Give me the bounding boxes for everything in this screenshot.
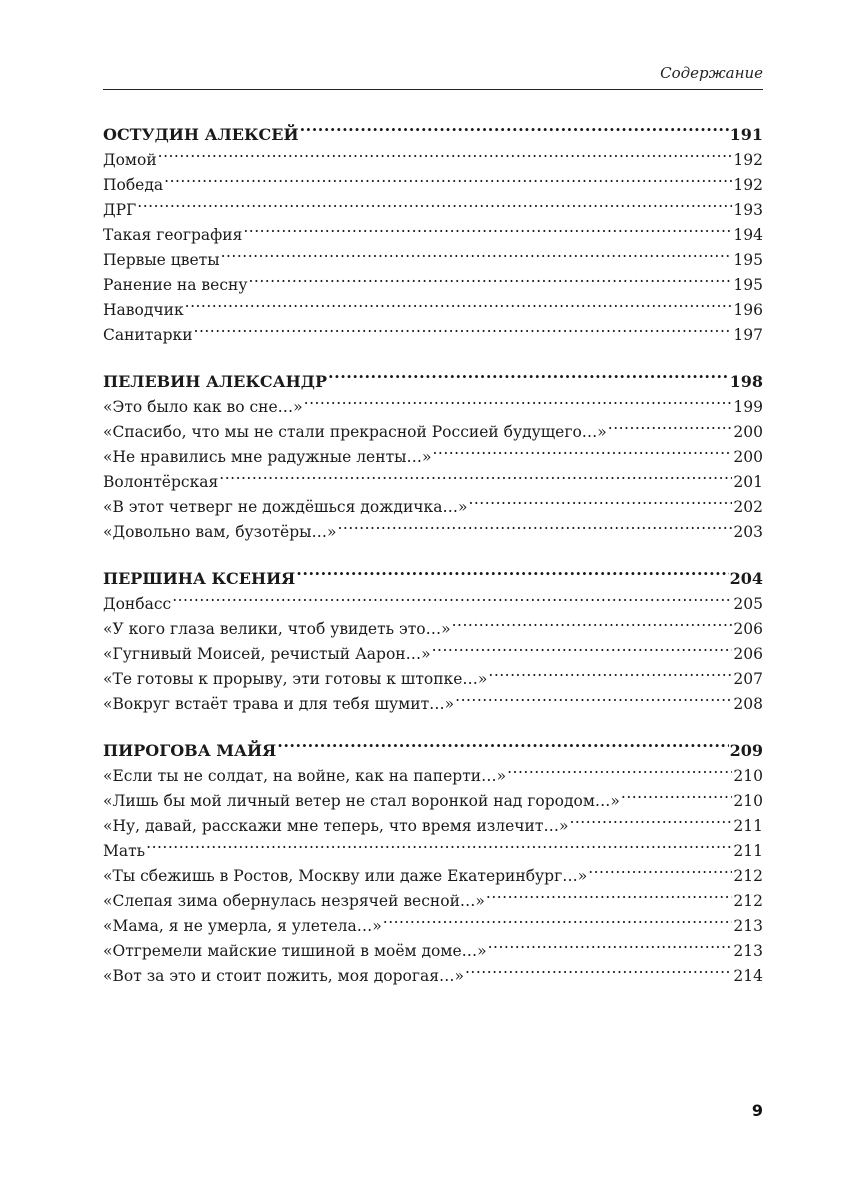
toc-page-number: 207 [733, 670, 763, 688]
toc-page-number: 206 [733, 645, 763, 663]
toc-entry[interactable] [103, 609, 763, 638]
dot-leader [185, 290, 733, 315]
page-number: 9 [751, 1101, 763, 1120]
running-head: Содержание [660, 64, 763, 82]
toc-page-number: 195 [733, 251, 763, 269]
toc-title: «Это было как во сне…» [103, 398, 303, 416]
toc-title: Донбасс [103, 595, 172, 613]
toc-author-entry[interactable] [103, 359, 763, 391]
dot-leader [137, 190, 732, 215]
dot-leader [455, 684, 732, 709]
toc-page-number: 201 [733, 473, 763, 491]
toc-title: Домой [103, 151, 157, 169]
toc-page-number: 195 [733, 276, 763, 294]
toc-page-number: 210 [733, 792, 763, 810]
dot-leader [486, 881, 733, 906]
toc-page-number: 192 [733, 176, 763, 194]
toc-title: ОСТУДИН АЛЕКСЕЙ [103, 125, 299, 144]
toc-title: «Ты сбежишь в Ростов, Москву или даже Екатеринбург…» [103, 867, 588, 885]
toc-title: Первые цветы [103, 251, 220, 269]
dot-leader [248, 265, 732, 290]
dot-leader [488, 659, 732, 684]
toc-entry[interactable] [103, 165, 763, 194]
toc-title: «Если ты не солдат, на войне, как на паперти…» [103, 767, 507, 785]
dot-leader [277, 728, 728, 756]
toc-title: «У кого глаза велики, чтоб увидеть это…» [103, 620, 451, 638]
toc-page-number: 200 [733, 448, 763, 466]
toc-title: Победа [103, 176, 164, 194]
toc-page-number: 205 [733, 595, 763, 613]
toc-title: «Ну, давай, расскажи мне теперь, что время излечит…» [103, 817, 569, 835]
toc-entry[interactable] [103, 584, 763, 613]
toc-title: «Те готовы к прорыву, эти готовы к штопке…» [103, 670, 488, 688]
toc-title: Санитарки [103, 326, 193, 344]
dot-leader [569, 806, 732, 831]
toc-title: Мать [103, 842, 146, 860]
toc-title: «Мама, я не умерла, я улетела…» [103, 917, 382, 935]
toc-page-number: 214 [733, 967, 763, 985]
toc-page-number: 193 [733, 201, 763, 219]
toc-title: Такая география [103, 226, 243, 244]
dot-leader [465, 956, 732, 981]
toc-page-number: 198 [729, 372, 763, 391]
toc-page-number: 192 [733, 151, 763, 169]
toc-section [103, 112, 763, 344]
toc-title: «Вот за это и стоит пожить, моя дорогая…» [103, 967, 464, 985]
toc-title: ПЕРШИНА КСЕНИЯ [103, 569, 296, 588]
dot-leader [432, 634, 733, 659]
toc-page-number: 196 [733, 301, 763, 319]
toc-section [103, 556, 763, 713]
dot-leader [300, 112, 729, 140]
dot-leader [243, 215, 732, 240]
dot-leader [468, 487, 732, 512]
toc-page-number: 194 [733, 226, 763, 244]
dot-leader [146, 831, 732, 856]
toc-entry[interactable] [103, 856, 763, 885]
dot-leader [488, 931, 733, 956]
dot-leader [221, 240, 733, 265]
toc-page-number: 213 [733, 917, 763, 935]
toc-title: «Слепая зима обернулась незрячей весной…» [103, 892, 485, 910]
toc-title: «Спасибо, что мы не стали прекрасной Россией будущего…» [103, 423, 607, 441]
toc-title: ДРГ [103, 201, 137, 219]
table-of-contents [103, 112, 763, 1000]
toc-title: ПИРОГОВА МАЙЯ [103, 741, 277, 760]
dot-leader [328, 359, 729, 387]
dot-leader [304, 387, 733, 412]
toc-title: «Лишь бы мой личный ветер не стал воронкой над городом…» [103, 792, 620, 810]
toc-author-entry[interactable] [103, 556, 763, 588]
toc-title: «Отгремели майские тишиной в моём доме…» [103, 942, 487, 960]
toc-author-entry[interactable] [103, 112, 763, 144]
dot-leader [158, 140, 733, 165]
dot-leader [588, 856, 732, 881]
dot-leader [164, 165, 732, 190]
toc-page-number: 191 [729, 125, 763, 144]
toc-section [103, 359, 763, 541]
toc-title: «Вокруг встаёт трава и для тебя шумит…» [103, 695, 455, 713]
toc-page-number: 204 [729, 569, 763, 588]
toc-page-number: 211 [733, 842, 763, 860]
toc-title: «В этот четверг не дождёшься дождичка…» [103, 498, 468, 516]
header-rule [103, 89, 763, 90]
toc-entry[interactable] [103, 831, 763, 860]
toc-page-number: 200 [733, 423, 763, 441]
dot-leader [452, 609, 733, 634]
toc-page-number: 210 [733, 767, 763, 785]
toc-page-number: 197 [733, 326, 763, 344]
dot-leader [172, 584, 732, 609]
toc-page-number: 208 [733, 695, 763, 713]
toc-entry[interactable] [103, 315, 763, 344]
dot-leader [621, 781, 733, 806]
toc-section [103, 728, 763, 985]
toc-page-number: 209 [729, 741, 763, 760]
toc-page-number: 202 [733, 498, 763, 516]
dot-leader [296, 556, 728, 584]
toc-title: «Не нравились мне радужные ленты…» [103, 448, 432, 466]
dot-leader [432, 437, 732, 462]
toc-title: «Довольно вам, бузотёры…» [103, 523, 337, 541]
toc-page-number: 199 [733, 398, 763, 416]
toc-page-number: 212 [733, 892, 763, 910]
toc-page-number: 212 [733, 867, 763, 885]
dot-leader [507, 756, 732, 781]
dot-leader [608, 412, 733, 437]
toc-author-entry[interactable] [103, 728, 763, 760]
toc-page-number: 211 [733, 817, 763, 835]
toc-entry[interactable] [103, 215, 763, 244]
toc-entry[interactable] [103, 190, 763, 219]
dot-leader [219, 462, 732, 487]
toc-page-number: 213 [733, 942, 763, 960]
dot-leader [194, 315, 733, 340]
toc-page-number: 206 [733, 620, 763, 638]
toc-title: «Гугнивый Моисей, речистый Аарон…» [103, 645, 431, 663]
toc-title: Ранение на весну [103, 276, 248, 294]
toc-page-number: 203 [733, 523, 763, 541]
toc-entry[interactable] [103, 140, 763, 169]
toc-entry[interactable] [103, 290, 763, 319]
dot-leader [337, 512, 732, 537]
toc-title: Наводчик [103, 301, 184, 319]
toc-title: ПЕЛЕВИН АЛЕКСАНДР [103, 372, 328, 391]
toc-title: Волонтёрская [103, 473, 219, 491]
dot-leader [383, 906, 733, 931]
